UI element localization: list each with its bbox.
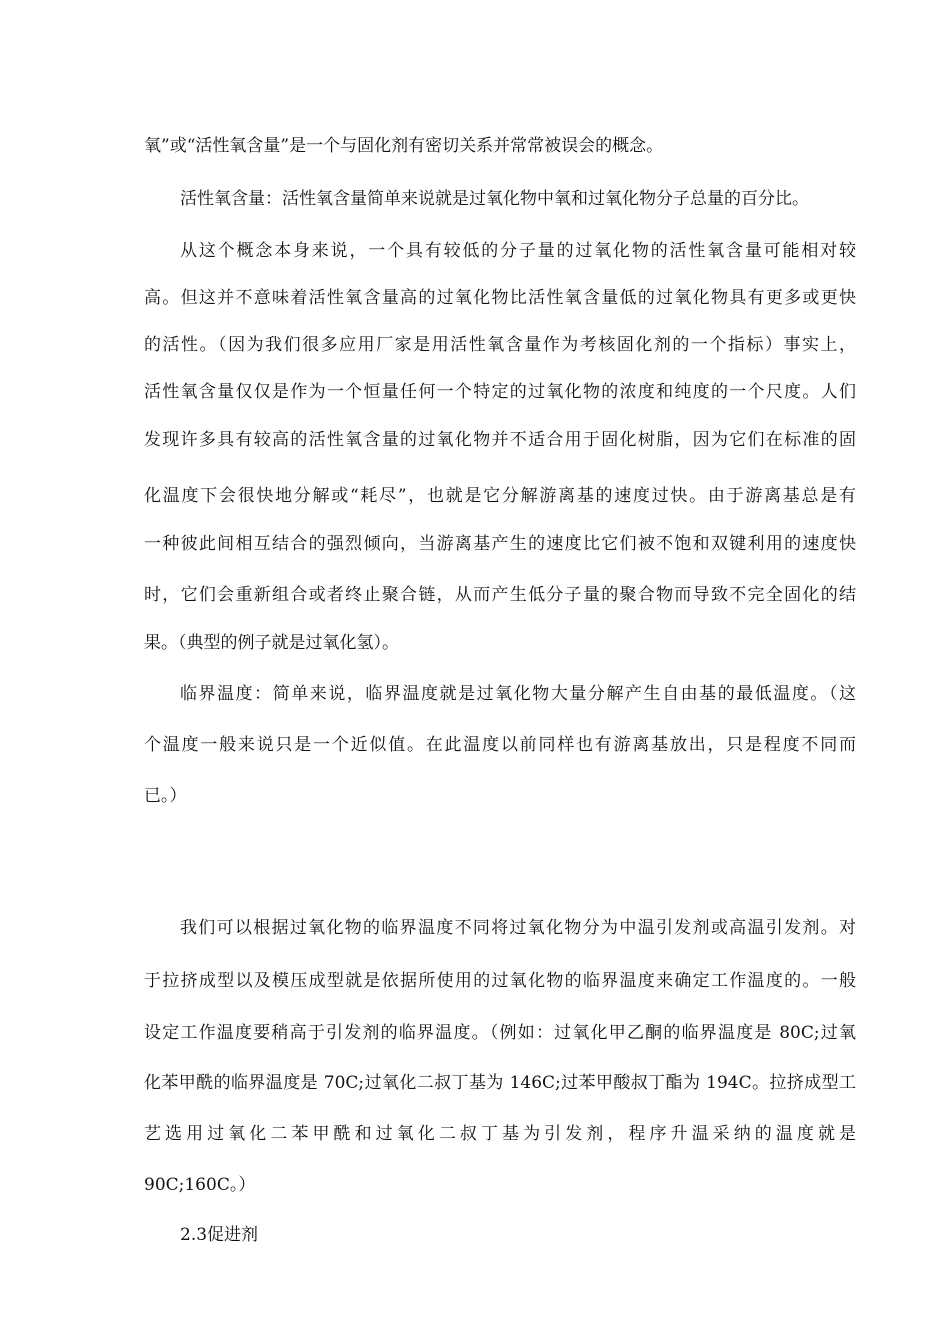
text-line: 化苯甲酰的临界温度是 70C;过氧化二叔丁基为 146C;过苯甲酸叔丁酯为 194C。拉挤成型工 — [144, 1073, 856, 1093]
text-line: 90C;160C。） — [144, 1175, 256, 1195]
text-line: 发现许多具有较高的活性氧含量的过氧化物并不适合用于固化树脂，因为它们在标准的固 — [144, 430, 856, 450]
text-line: 高。但这并不意味着活性氧含量高的过氧化物比活性氧含量低的过氧化物具有更多或更快 — [144, 288, 856, 308]
text-line: 的活性。（因为我们很多应用厂家是用活性氧含量作为考核固化剂的一个指标）事实上， — [144, 335, 856, 355]
text-line: 我们可以根据过氧化物的临界温度不同将过氧化物分为中温引发剂或高温引发剂。对 — [180, 918, 856, 938]
text-line: 果。（典型的例子就是过氧化氢）。 — [144, 633, 399, 653]
text-line: 艺选用过氧化二苯甲酰和过氧化二叔丁基为引发剂，程序升温采纳的温度就是 — [144, 1124, 856, 1144]
text-line: 活性氧含量仅仅是作为一个恒量任何一个特定的过氧化物的浓度和纯度的一个尺度。人们 — [144, 382, 856, 402]
text-line: 从这个概念本身来说，一个具有较低的分子量的过氧化物的活性氧含量可能相对较 — [180, 241, 856, 261]
text-line: 氧”或“活性氧含量”是一个与固化剂有密切关系并常常被误会的概念。 — [144, 136, 664, 156]
text-line: 临界温度：简单来说，临界温度就是过氧化物大量分解产生自由基的最低温度。（这 — [180, 684, 856, 704]
text-line: 设定工作温度要稍高于引发剂的临界温度。（例如：过氧化甲乙酮的临界温度是 80C;过氧 — [144, 1023, 856, 1043]
text-line: 化温度下会很快地分解或“耗尽”，也就是它分解游离基的速度过快。由于游离基总是有 — [144, 486, 856, 506]
text-line: 时，它们会重新组合或者终止聚合链，从而产生低分子量的聚合物而导致不完全固化的结 — [144, 585, 856, 605]
text-line: 于拉挤成型以及模压成型就是依据所使用的过氧化物的临界温度来确定工作温度的。一般 — [144, 971, 856, 991]
text-line: 活性氧含量：活性氧含量简单来说就是过氧化物中氧和过氧化物分子总量的百分比。 — [180, 189, 809, 209]
text-line: 个温度一般来说只是一个近似值。在此温度以前同样也有游离基放出，只是程度不同而 — [144, 735, 856, 755]
text-line: 一种彼此间相互结合的强烈倾向，当游离基产生的速度比它们被不饱和双键利用的速度快 — [144, 534, 856, 554]
text-line: 已。） — [144, 786, 187, 806]
section-heading: 2.3促进剂 — [180, 1225, 259, 1245]
